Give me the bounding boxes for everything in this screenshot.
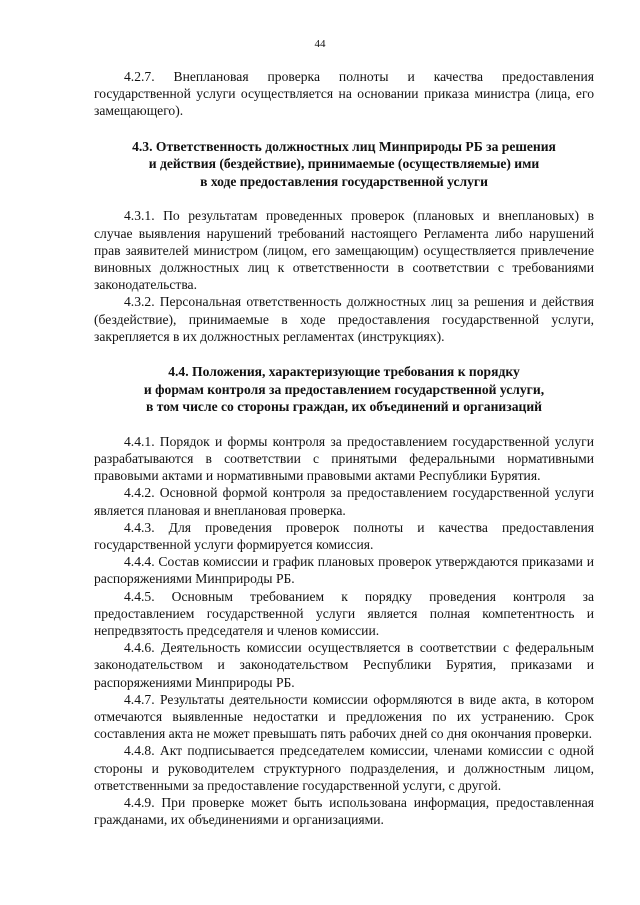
- paragraph-4-4-9: 4.4.9. При проверке может быть использована информация, предоставленная гражданами, их объединениями и организациями.: [94, 795, 594, 828]
- heading-line: в том числе со стороны граждан, их объединений и организаций: [146, 399, 542, 415]
- paragraph-4-4-2: 4.4.2. Основной формой контроля за предоставлением государственной услуги является плановая и внеплановая проверка.: [94, 485, 594, 518]
- paragraph-4-3-1: 4.3.1. По результатам проведенных проверок (плановых и внеплановых) в случае выявления нарушений требований настоящего Регламента либо нарушений прав заявителей министром (лицом, его замещающим) осуществляется привлечение виновных должностных лиц к ответственности в соответствии с требованиями законодательства.: [94, 208, 594, 293]
- paragraph-4-4-8: 4.4.8. Акт подписывается председателем комиссии, членами комиссии с одной стороны и руководителем структурного подразделения, и должностным лицом, ответственными за предоставление государственной услуги, с другой.: [94, 743, 594, 793]
- heading-line: 4.4. Положения, характеризующие требования к порядку: [168, 364, 520, 380]
- paragraph-4-2-7: 4.2.7. Внеплановая проверка полноты и качества предоставления государственной услуги осуществляется на основании приказа министра (лица, его замещающего).: [94, 69, 594, 119]
- page-number: 44: [314, 38, 326, 50]
- paragraph-4-4-3: 4.4.3. Для проведения проверок полноты и качества предоставления государственной услуги формируется комиссия.: [94, 519, 594, 553]
- section-heading-4-3: [94, 138, 594, 191]
- heading-line: 4.3. Ответственность должностных лиц Минприроды РБ за решения: [132, 138, 556, 154]
- paragraph-4-4-5: 4.4.5. Основным требованием к порядку проведения контроля за предоставлением государственной услуги является полная компетентность и непредвзятость председателя и членов комиссии.: [94, 588, 594, 639]
- heading-line: и формам контроля за предоставлением государственной услуги,: [143, 381, 545, 397]
- heading-line: и действия (бездействие), принимаемые (осуществляемые) ими: [148, 156, 540, 172]
- paragraph-4-3-2: 4.3.2. Персональная ответственность должностных лиц за решения и действия (бездействие), принимаемые в ходе предоставления государственной услуги, закрепляется в их должностных регламентах (инструкциях).: [94, 294, 594, 344]
- paragraph-4-4-1: 4.4.1. Порядок и формы контроля за предоставлением государственной услуги разрабатываются в соответствии с принятыми федеральными нормативными правовыми актами и нормативными правовыми актами Республики Бурятия.: [94, 433, 594, 484]
- paragraph-4-4-4: 4.4.4. Состав комиссии и график плановых проверок утверждаются приказами и распоряжениями Минприроды РБ.: [94, 554, 594, 587]
- section-heading-4-4: [94, 363, 594, 416]
- paragraph-4-4-7: 4.4.7. Результаты деятельности комиссии оформляются в виде акта, в котором отмечаются выявленные недостатки и предложения по их устранению. Срок составления акта не может превышать пять рабочих дней со дня окончания проверки.: [94, 691, 594, 742]
- heading-line: в ходе предоставления государственной услуги: [200, 173, 488, 189]
- paragraph-4-4-6: 4.4.6. Деятельность комиссии осуществляется в соответствии с федеральным законодательством и законодательством Республики Бурятия, приказами и распоряжениями Минприроды РБ.: [94, 640, 594, 690]
